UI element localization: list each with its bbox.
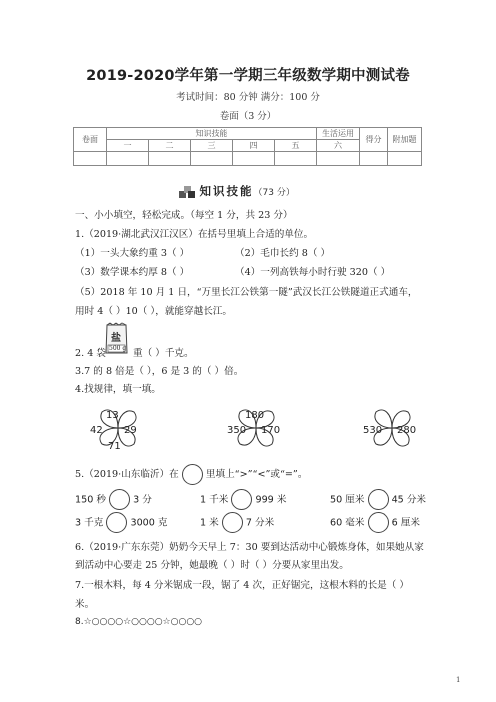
compare-circle[interactable] <box>106 512 127 533</box>
score-cell[interactable] <box>149 152 191 166</box>
score-col: 二 <box>149 140 191 152</box>
compare-right: 3000 克 <box>130 517 168 529</box>
compare-circle[interactable] <box>222 512 243 533</box>
score-cell[interactable] <box>74 152 107 166</box>
q7-line2: 米。 <box>75 599 95 610</box>
score-cell[interactable] <box>233 152 275 166</box>
q1-1: （1）一头大象约重 3（ ） <box>75 248 190 259</box>
clover-number: 71 <box>108 441 121 452</box>
compare-circle[interactable] <box>109 489 130 510</box>
compare-left: 1 千米 <box>200 494 229 506</box>
compare-right: 7 分米 <box>245 517 275 529</box>
compare-right: 3 分 <box>133 494 152 506</box>
score-cell[interactable] <box>107 152 149 166</box>
score-header-zhishi: 知识技能 <box>107 128 317 140</box>
score-header-juanmian: 卷面 <box>74 128 107 152</box>
compare-left: 1 米 <box>200 517 219 529</box>
q5-suffix: 里填上“>”“<”或“=”。 <box>205 469 308 480</box>
q6-line1: 6.（2019·广东东莞）奶奶今天早上 7：30 要到达活动中心锻炼身体，如果她从家 <box>75 542 424 553</box>
section-icon <box>178 185 196 199</box>
q1-3: （3）数学课本约厚 8（ ） <box>75 267 190 278</box>
q2-suffix: 重（ ）千克。 <box>133 348 194 359</box>
q4: 4.找规律，填一填。 <box>75 384 161 395</box>
exam-info: 考试时间：80 分钟 满分：100 分 <box>176 92 320 103</box>
clover-number: 13 <box>106 410 119 421</box>
part1-heading: 一、小小填空，轻松完成。（每空 1 分，共 23 分） <box>75 210 293 221</box>
page-title: 2019-2020学年第一学期三年级数学期中测试卷 <box>86 68 410 84</box>
compare-left: 3 千克 <box>75 517 104 529</box>
clover-number: 280 <box>397 425 417 436</box>
score-cell[interactable] <box>360 152 388 166</box>
score-header-shenghuo: 生活运用 <box>317 128 360 140</box>
neatness-score: 卷面（3 分） <box>219 111 277 122</box>
q1-2: （2）毛巾长约 8（ ） <box>235 248 331 259</box>
score-header-fujia: 附加题 <box>388 128 422 152</box>
compare-circle[interactable] <box>368 512 389 533</box>
clover-puzzle-2 <box>226 398 286 458</box>
q1-5a: （5）2018 年 10 月 1 日，“万里长江公铁第一隧”武汉长江公铁隧道正式通车， <box>75 287 418 298</box>
clover-number: 29 <box>124 425 137 436</box>
q8: 8.☆○○○○☆○○○○☆○○○○ <box>75 617 203 627</box>
compare-left: 50 厘米 <box>330 494 365 506</box>
score-col: 五 <box>275 140 317 152</box>
clover-puzzle-3 <box>362 398 422 458</box>
score-header-defen: 得分 <box>360 128 388 152</box>
score-cell[interactable] <box>388 152 422 166</box>
compare-circle[interactable] <box>368 489 389 510</box>
q1: 1.（2019·湖北武汉江汉区）在括号里填上合适的单位。 <box>75 229 314 240</box>
clover-number: 530 <box>363 425 383 436</box>
compare-item <box>75 512 168 533</box>
section-title: 知识技能 <box>199 184 254 198</box>
compare-item <box>75 489 152 510</box>
salt-bag-image <box>104 322 129 356</box>
compare-left: 150 秒 <box>75 494 106 506</box>
q3: 3.7 的 8 倍是（ ），6 是 3 的（ ）倍。 <box>75 366 244 377</box>
score-cell[interactable] <box>317 152 360 166</box>
salt-label: 盐 <box>111 333 121 344</box>
q5 <box>75 464 307 485</box>
clover-number: 180 <box>245 410 265 421</box>
clover-number: 170 <box>261 425 281 436</box>
score-cell[interactable] <box>275 152 317 166</box>
q7-line1: 7.一根木料，每 4 分米锯成一段，锯了 4 次，正好锯完，这根木料的长是（ ） <box>75 580 410 591</box>
q1-4: （4）一列高铁每小时行驶 320（ ） <box>235 267 391 278</box>
compare-circle-sample <box>182 464 203 485</box>
compare-right: 999 米 <box>255 494 287 506</box>
score-col: 四 <box>233 140 275 152</box>
clover-puzzle-1 <box>88 398 148 458</box>
score-col: 三 <box>191 140 233 152</box>
compare-left: 60 毫米 <box>330 517 365 529</box>
score-col: 一 <box>107 140 149 152</box>
score-table <box>73 127 422 166</box>
compare-item <box>330 489 426 510</box>
q5-prefix: 5.（2019·山东临沂）在 <box>75 469 179 480</box>
compare-circle[interactable] <box>231 489 252 510</box>
compare-item <box>330 512 420 533</box>
score-col: 六 <box>317 140 360 152</box>
page-number: 1 <box>456 676 461 684</box>
salt-weight: 500 g <box>109 345 127 352</box>
compare-item <box>200 489 286 510</box>
compare-right: 45 分米 <box>391 494 427 506</box>
section-points: （73 分） <box>253 188 295 198</box>
compare-right: 6 厘米 <box>391 517 420 529</box>
section-heading <box>178 183 295 199</box>
q1-5b: 用时 4（ ）10（ ），就能穿越长江。 <box>75 306 232 317</box>
compare-item <box>200 512 274 533</box>
clover-number: 350 <box>227 425 247 436</box>
q2-prefix: 2. 4 袋 <box>75 348 106 359</box>
q6-line2: 到活动中心要走 25 分钟，她最晚（ ）时（ ）分要从家里出发。 <box>75 560 349 571</box>
clover-number: 42 <box>90 425 103 436</box>
score-cell[interactable] <box>191 152 233 166</box>
